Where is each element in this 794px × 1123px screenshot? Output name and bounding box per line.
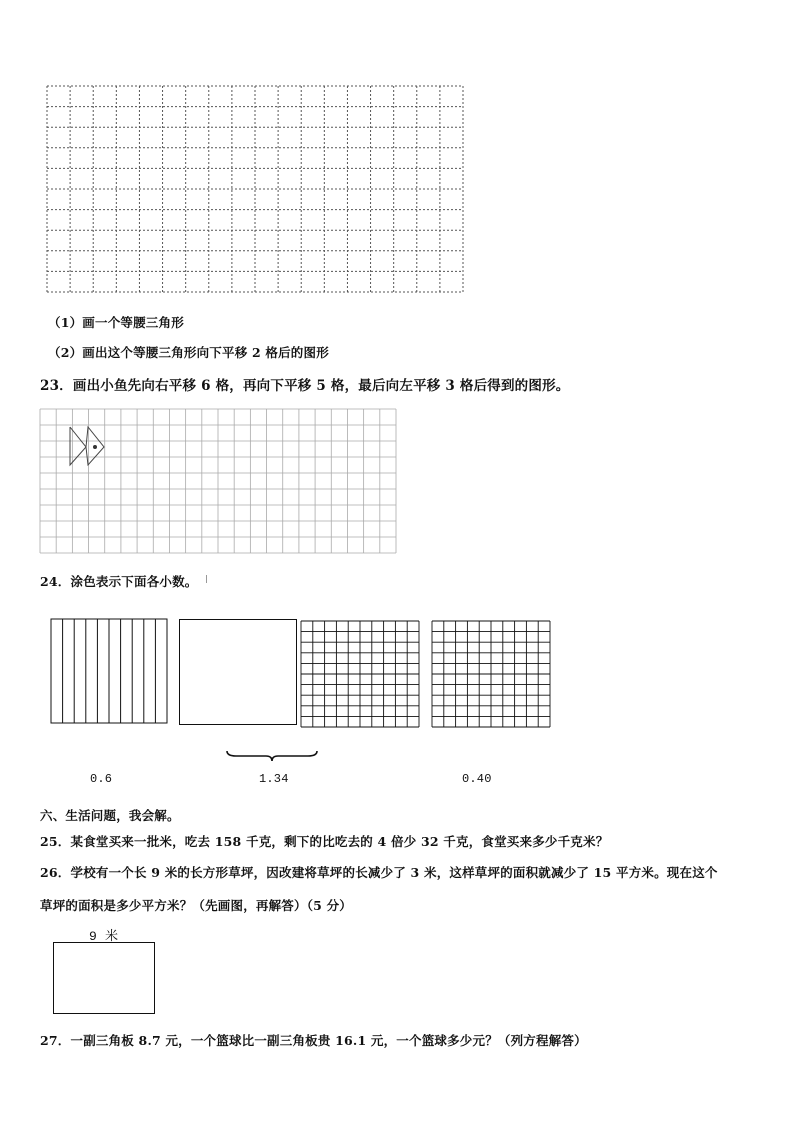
label-0-40: 0.40	[462, 772, 492, 786]
dotted-grid-q22[interactable]	[46, 85, 464, 293]
q22-sub2: （2）画出这个等腰三角形向下平移 2 格后的图形	[48, 345, 329, 360]
q26-rectangle[interactable]	[53, 942, 155, 1014]
figure-0-40-hundredths-grid[interactable]	[431, 620, 553, 728]
q26-line2: 草坪的面积是多少平方米？（先画图，再解答）（5 分）	[40, 898, 353, 913]
section6-title: 六、生活问题，我会解。	[40, 808, 180, 823]
label-1-34: 1.34	[259, 772, 289, 786]
brace-1-34	[226, 750, 318, 762]
q27-text: 27．一副三角板 8.7 元，一个篮球比一副三角板贵 16.1 元，一个篮球多少元？（列方程解答）	[40, 1033, 587, 1048]
label-0-6: 0.6	[90, 772, 113, 786]
q26-line1: 26．学校有一个长 9 米的长方形草坪，因改建将草坪的长减少了 3 米，这样草坪的面积就减少了 15 平方米。现在这个	[40, 865, 718, 880]
fish-figure	[70, 427, 110, 473]
cursor-mark	[206, 575, 209, 583]
q26-figure-label: 9 米	[89, 929, 119, 944]
q25-text: 25．某食堂买来一批米，吃去 158 千克，剩下的比吃去的 4 倍少 32 千克，食堂买来多少千克米？	[40, 834, 609, 849]
q23-text: 23．画出小鱼先向右平移 6 格，再向下平移 5 格，最后向左平移 3 格后得到的图形。	[40, 378, 570, 394]
figure-1-34-square[interactable]	[179, 619, 297, 725]
figure-1-34-hundredths-grid[interactable]	[300, 620, 422, 728]
q22-sub1: （1）画一个等腰三角形	[48, 315, 184, 330]
figure-0-6-strips[interactable]	[50, 618, 170, 724]
q24-text: 24．涂色表示下面各小数。	[40, 574, 198, 589]
